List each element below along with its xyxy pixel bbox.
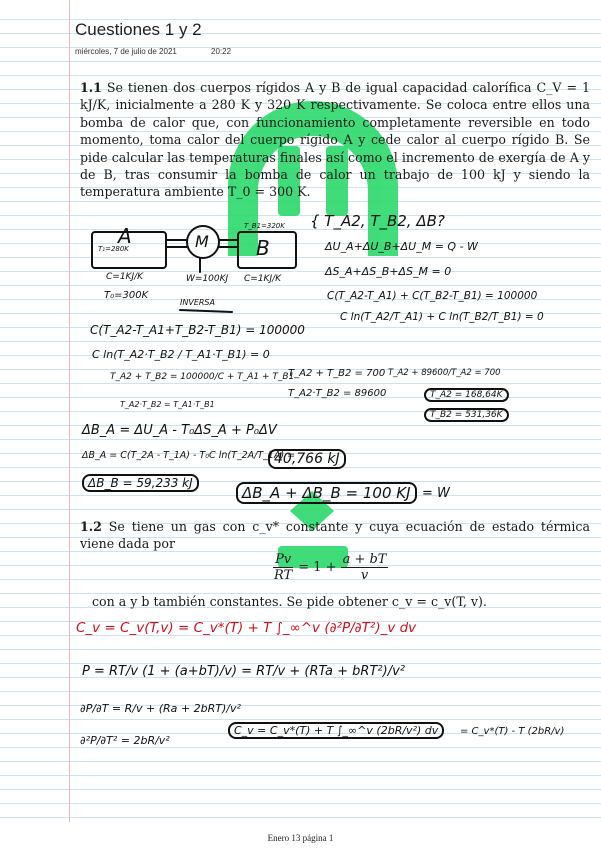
result-tb2: T_B2 = 531,36K <box>424 408 509 422</box>
pressure-eq: P = RT/v (1 + (a+bT)/v) = RT/v + (RTa + bRT²)/v² <box>82 664 405 679</box>
result-ta2: T_A2 = 168,64K <box>424 388 509 402</box>
page-title: Cuestiones 1 y 2 <box>75 20 202 39</box>
dp-dt-eq: ∂P/∂T = R/v + (Ra + 2bRT)/v² <box>80 702 241 715</box>
cv-result: = C_v*(T) - T (2bR/v) <box>460 726 565 737</box>
problem-number: 1.2 <box>80 519 102 534</box>
result-exergy-sum: ΔB_A + ΔB_B = 100 KJ <box>236 482 417 504</box>
log-eq: C ln(T_A2·T_B2 / T_A1·T_B1) = 0 <box>92 348 270 361</box>
label-cb: C=1KJ/K <box>244 274 282 284</box>
label-inversa: INVERSA <box>180 298 215 307</box>
state-equation <box>272 552 388 583</box>
cv-integral-box: C_v = C_v*(T) + T ∫_∞^v (2bR/v²) dv <box>228 722 444 739</box>
label-b: B <box>256 236 270 260</box>
problem-text: Se tienen dos cuerpos rígidos A y B de igual capacidad calorífica C_V = 1 kJ/K, inicialmente a 280 K y 320 K respectivamente. Se coloca entre ellos una bomba de calor que, con funcionamiento completamente reversible en todo momento, toma calor del cuerpo rígido A y cede calor al cuerpo rígido B. Se pide calcular las temperaturas finales así como el incremento de exergía de A y de B, tras consumir la bomba de calor un trabajo de 100 kJ y siendo la temperatura ambiente T_0 = 300 K. <box>80 80 590 200</box>
combined-eq: C(T_A2-T_A1+T_B2-T_B1) = 100000 <box>90 323 305 337</box>
cv-relation-red: C_v = C_v(T,v) = C_v*(T) + T ∫_∞^v (∂²P/∂T²)_v dv <box>76 620 417 636</box>
sum-700: T_A2 + T_B2 = 700 <box>288 368 386 379</box>
label-w: W=100KJ <box>186 274 229 284</box>
eq-lhs: $\frac{Pv}{RT}$ <box>274 552 293 583</box>
exergy-a-eq: ΔB_A = C(T_2A - T_1A) - T₀C ln(T_2A/T_1A) = <box>82 450 296 461</box>
label-m: M <box>195 232 209 251</box>
d2p-dt2-eq: ∂²P/∂T² = 2bR/v² <box>80 734 170 747</box>
energy-eq-c: C(T_A2-T_A1) + C(T_B2-T_B1) = 100000 <box>327 290 538 302</box>
quadratic-eq: T_A2 + 89600/T_A2 = 700 <box>388 368 501 378</box>
result-exergy-b: ΔB_B = 59,233 kJ <box>82 474 199 492</box>
problem-number: 1.1 <box>80 80 102 95</box>
result-exergy-sum-w: = W <box>422 486 450 501</box>
entropy-eq: ΔS_A+ΔS_B+ΔS_M = 0 <box>325 265 452 278</box>
unknowns: { T_A2, T_B2, ΔB? <box>310 212 445 230</box>
eq-frac: $\frac{a + bT}{v}$ <box>342 552 387 583</box>
page-time: 20:22 <box>211 47 232 56</box>
exergy-def: ΔB_A = ΔU_A - T₀ΔS_A + P₀ΔV <box>82 423 277 438</box>
problem-text-2: con a y b también constantes. Se pide obtener c_v = c_v(T, v). <box>92 594 487 609</box>
problem-1-2 <box>80 518 590 553</box>
label-ta1: T₁=280K <box>98 245 129 253</box>
page-date: miércoles, 7 de julio de 2021 <box>75 47 177 56</box>
label-a: A <box>118 224 132 248</box>
product-89600: T_A2·T_B2 = 89600 <box>288 388 387 399</box>
page-footer: Enero 13 página 1 <box>267 833 334 843</box>
sum-eq: T_A2 + T_B2 = 100000/C + T_A1 + T_B1 <box>110 372 295 382</box>
energy-eq: ΔU_A+ΔU_B+ΔU_M = Q - W <box>325 240 478 253</box>
product-eq: T_A2·T_B2 = T_A1·T_B1 <box>120 400 215 409</box>
entropy-eq-c: C ln(T_A2/T_A1) + C ln(T_B2/T_B1) = 0 <box>340 311 544 323</box>
eq-rhs: = 1 + <box>298 560 337 575</box>
label-ca: C=1KJ/K <box>106 272 144 282</box>
result-exergy-a: 40,766 kJ <box>268 449 346 469</box>
label-tb1: T_B1=320K <box>244 222 285 230</box>
label-t0: T₀=300K <box>104 290 149 301</box>
problem-text: Se tiene un gas con c_v* constante y cuya ecuación de estado térmica viene dada por <box>80 519 590 552</box>
